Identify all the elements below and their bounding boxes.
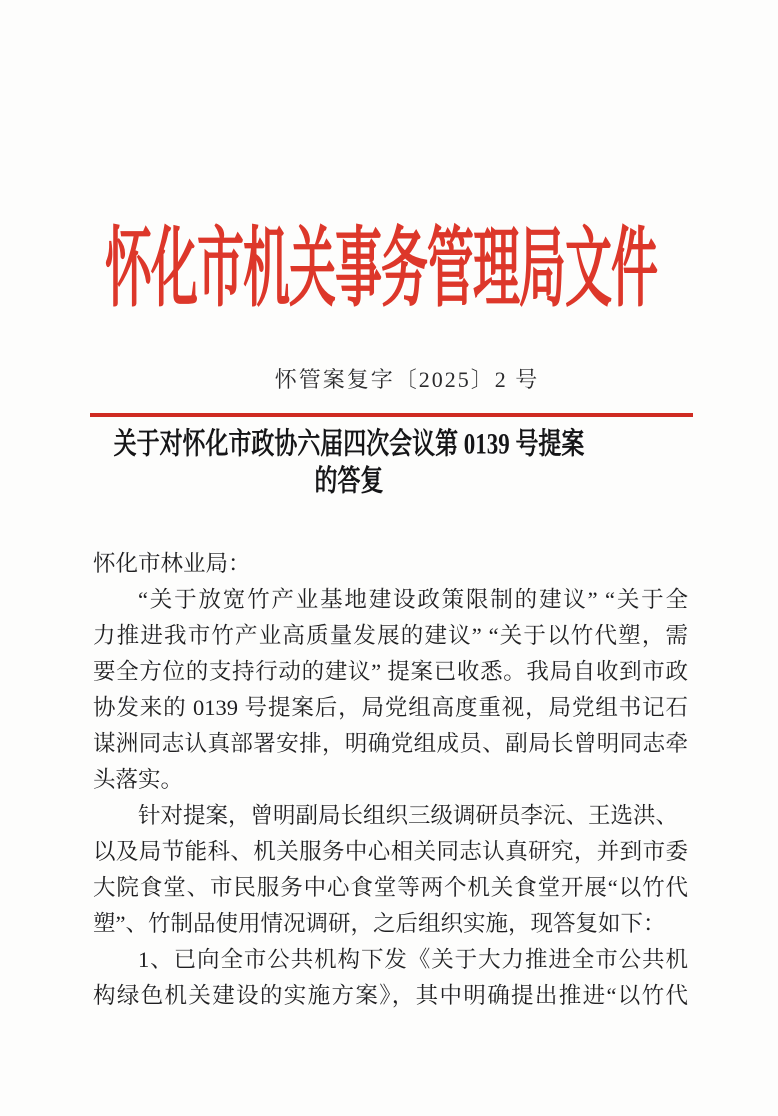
body-line: 力推进我市竹产业高质量发展的建议” “关于以竹代塑，需 bbox=[93, 623, 688, 648]
body-line: 塑”、竹制品使用情况调研，之后组织实施，现答复如下： bbox=[93, 911, 666, 936]
body-line: “关于放宽竹产业基地建设政策限制的建议” “关于全 bbox=[138, 587, 688, 612]
body-line: 要全方位的支持行动的建议” 提案已收悉。我局自收到市政 bbox=[93, 659, 688, 684]
document-title-line1: 关于对怀化市政协六届四次会议第 0139 号提案 bbox=[113, 428, 585, 461]
body-line: 大院食堂、市民服务中心食堂等两个机关食堂开展“以竹代 bbox=[93, 875, 688, 900]
document-body bbox=[93, 546, 688, 1014]
body-line: 以及局节能科、机关服务中心相关同志认真研究，并到市委 bbox=[93, 839, 688, 864]
body-line: 谋洲同志认真部署安排，明确党组成员、副局长曾明同志牵 bbox=[93, 731, 688, 756]
body-line: 协发来的 0139 号提案后，局党组高度重视，局党组书记石 bbox=[93, 695, 688, 720]
agency-header-title bbox=[0, 222, 762, 318]
document-number: 怀管案复字〔2025〕2 号 bbox=[274, 367, 540, 392]
document-title bbox=[0, 426, 698, 500]
document-title-line2: 的答复 bbox=[314, 465, 384, 498]
body-line: 针对提案，曾明副局长组织三级调研员李沅、王选洪、 bbox=[138, 803, 679, 828]
body-line: 构绿色机关建设的实施方案》，其中明确提出推进“以竹代 bbox=[93, 983, 688, 1008]
red-divider-rule bbox=[90, 413, 693, 417]
body-line: 1、已向全市公共机构下发《关于大力推进全市公共机 bbox=[138, 947, 688, 972]
body-line-addressee: 怀化市林业局： bbox=[93, 551, 251, 576]
body-line: 头落实。 bbox=[93, 767, 184, 792]
agency-header-title-text: 怀化市机关事务管理局文件 bbox=[105, 221, 657, 319]
